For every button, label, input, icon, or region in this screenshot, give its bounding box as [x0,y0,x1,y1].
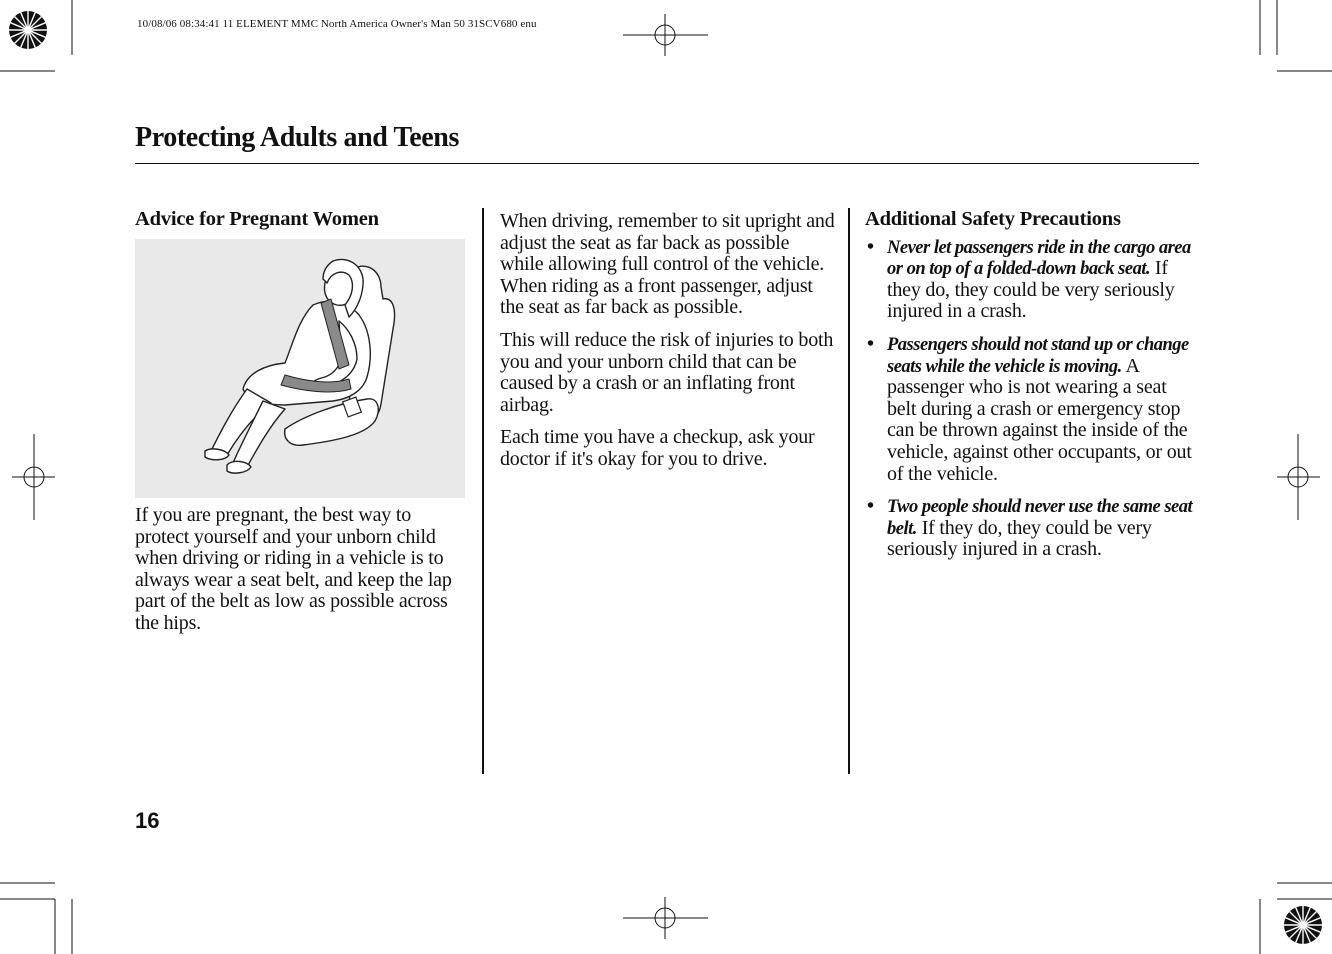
section-heading-pregnant: Advice for Pregnant Women [135,208,379,230]
paragraph-injury-risk: This will reduce the risk of injuries to both you and your unborn child that can be caused by a crash or an inflating front airbag. [500,328,834,416]
list-item [865,334,1200,485]
bullet-text: If they do, they could be very seriously injured in a crash. [887,516,1152,561]
section-heading-precautions: Additional Safety Precautions [865,208,1121,230]
bullet-text: If they do, they could be very seriously injured in a crash. [887,257,1175,323]
list-item [865,496,1200,561]
seated-woman-seatbelt-icon [135,239,465,498]
title-rule [135,163,1199,164]
bullet-lead: Two people should never use the same seat belt. [887,497,1193,539]
column-1-body [135,505,465,646]
precautions-list [865,237,1200,561]
bullet-lead: Never let passengers ride in the cargo area or on top of a folded-down back seat. [887,237,1191,280]
column-1 [135,209,465,237]
bullet-icon: • [867,235,874,258]
bullet-icon: • [867,495,874,518]
paragraph-doctor-checkup: Each time you have a checkup, ask your doctor if it's okay for you to drive. [500,426,815,470]
bullet-icon: • [867,332,874,355]
page-title: Protecting Adults and Teens [135,122,459,153]
bullet-lead: Passengers should not stand up or change seats while the vehicle is moving. [887,334,1189,377]
paragraph-seat-position: When driving, remember to sit upright and adjust the seat as far back as possible while allowing full control of the vehicle. When riding as a front passenger, adjust the seat as far back as possible. [500,210,835,319]
pregnancy-advice-paragraph: If you are pregnant, the best way to protect yourself and your unborn child when driving or riding in a vehicle is to always wear a seat belt, and keep the lap part of the belt as low as possible across the hips. [135,504,452,634]
bullet-text: A passenger who is not wearing a seat belt during a crash or emergency stop can be thrown against the inside of the vehicle, against other occupants, or out of the vehicle. [887,354,1192,485]
column-divider-1 [482,208,484,774]
list-item [865,237,1200,323]
column-2 [500,211,835,482]
column-3 [865,209,1200,572]
column-divider-2 [848,208,850,774]
print-metadata: 10/08/06 08:34:41 11 ELEMENT MMC North America Owner's Man 50 31SCV680 enu [137,18,537,30]
page-number: 16 [135,808,160,833]
pregnant-woman-illustration [135,239,465,498]
